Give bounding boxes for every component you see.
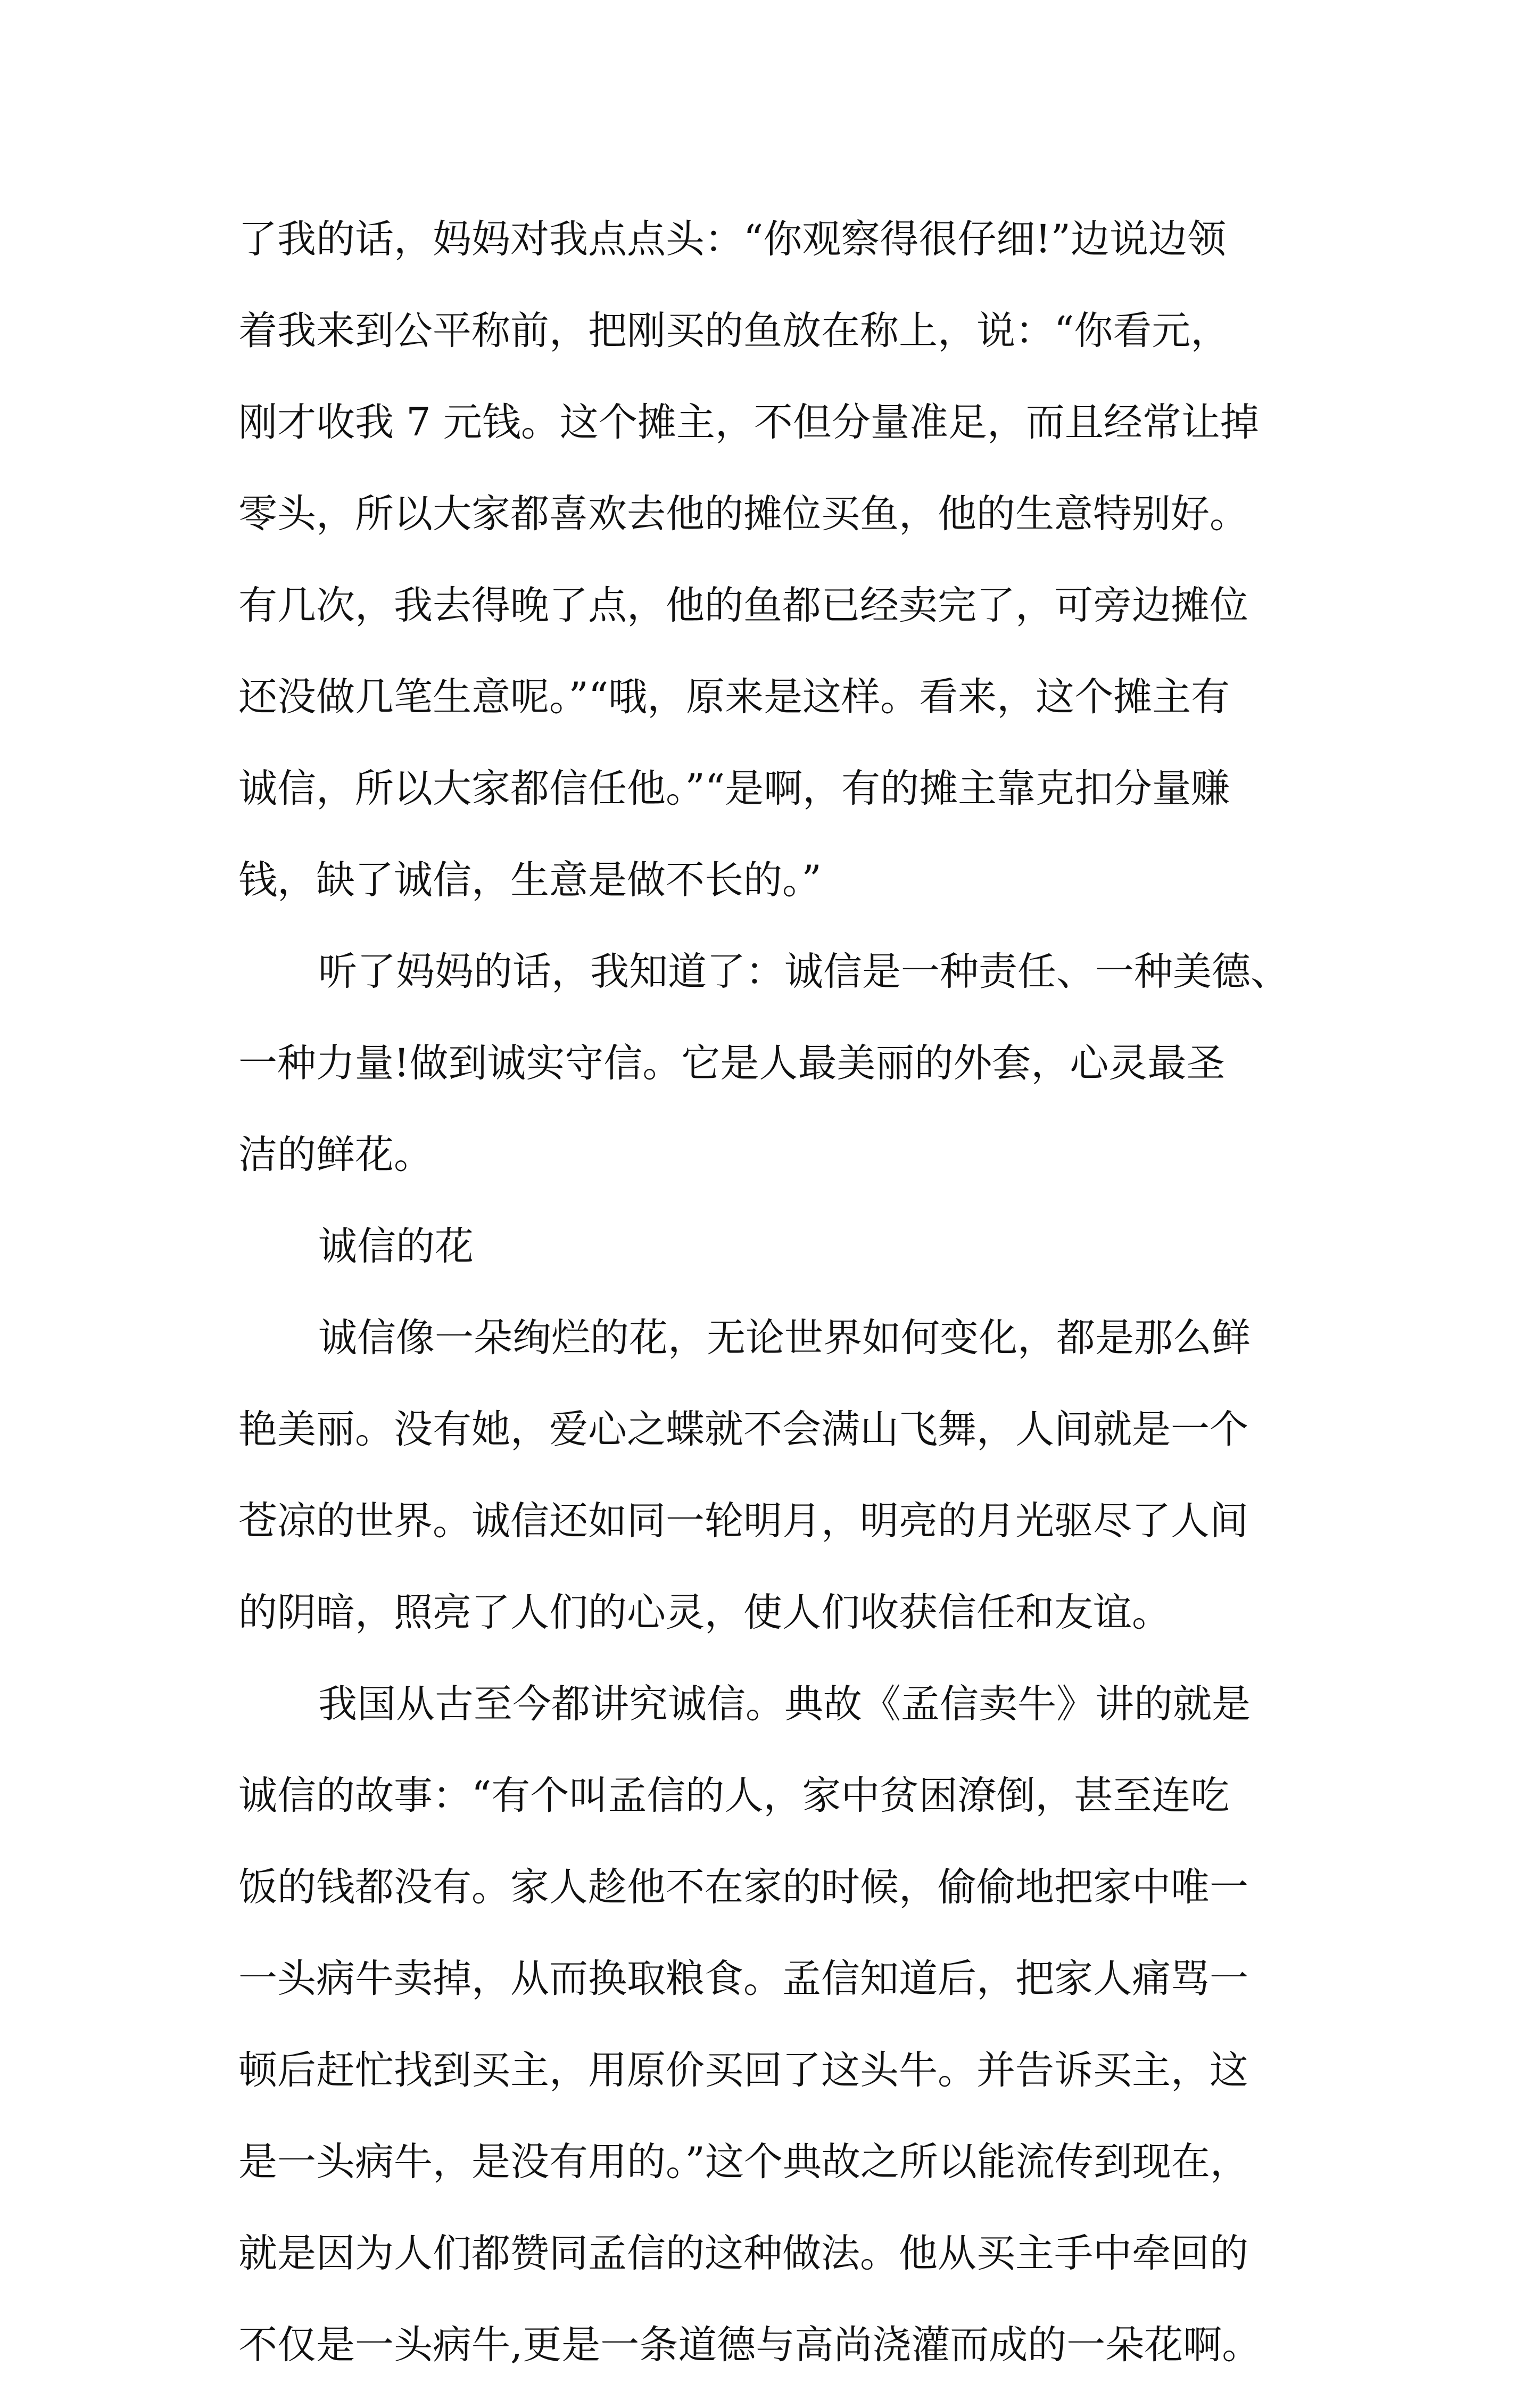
text-line: 零头，所以大家都喜欢去他的摊位买鱼，他的生意特别好。 [238,491,1248,537]
text-line: 不仅是一头病牛,更是一条道德与高尚浇灌而成的一朵花啊。 [238,2322,1261,2368]
text-line: 有几次，我去得晚了点，他的鱼都已经卖完了，可旁边摊位 [238,583,1248,628]
section-title: 诚信的花 [318,1224,474,1269]
body-text [238,194,1324,2391]
text-line: 饭的钱都没有。家人趁他不在家的时候，偷偷地把家中唯一 [238,1865,1248,1910]
text-line: 一种力量!做到诚实守信。它是人最美丽的外套，心灵最圣 [238,1041,1226,1086]
text-line: 还没做几笔生意呢。”“哦，原来是这样。看来，这个摊主有 [238,674,1230,720]
text-line: 着我来到公平称前，把刚买的鱼放在称上，说：“你看元， [238,308,1230,353]
text-line: 钱，缺了诚信，生意是做不长的。” [238,858,822,903]
text-line: 诚信，所以大家都信任他。”“是啊，有的摊主靠克扣分量赚 [238,766,1230,811]
text-line: 诚信的故事：“有个叫孟信的人，家中贫困潦倒，甚至连吃 [238,1773,1230,1818]
text-line: 是一头病牛，是没有用的。”这个典故之所以能流传到现在， [238,2139,1249,2184]
text-line: 了我的话，妈妈对我点点头：“你观察得很仔细!”边说边领 [238,217,1226,262]
text-line: 洁的鲜花。 [238,1132,433,1177]
text-line: 的阴暗，照亮了人们的心灵，使人们收获信任和友谊。 [238,1590,1171,1635]
text-line: 就是因为人们都赞同孟信的这种做法。他从买主手中牵回的 [238,2231,1248,2276]
text-line: 艳美丽。没有她，爱心之蝶就不会满山飞舞，人间就是一个 [238,1407,1248,1452]
text-line: 顿后赶忙找到买主，用原价买回了这头牛。并告诉买主，这 [238,2048,1248,2093]
text-line: 一头病牛卖掉，从而换取粮食。孟信知道后，把家人痛骂一 [238,1956,1248,2001]
paragraph-start-line: 听了妈妈的话，我知道了：诚信是一种责任、一种美德、 [318,949,1289,994]
text-line: 刚才收我 7 元钱。这个摊主，不但分量准足，而且经常让掉 [238,400,1259,445]
paragraph-start-line: 诚信像一朵绚烂的花，无论世界如何变化，都是那么鲜 [318,1315,1251,1361]
paragraph-start-line: 我国从古至今都讲究诚信。典故《孟信卖牛》讲的就是 [318,1681,1251,1727]
text-line: 苍凉的世界。诚信还如同一轮明月，明亮的月光驱尽了人间 [238,1498,1248,1544]
